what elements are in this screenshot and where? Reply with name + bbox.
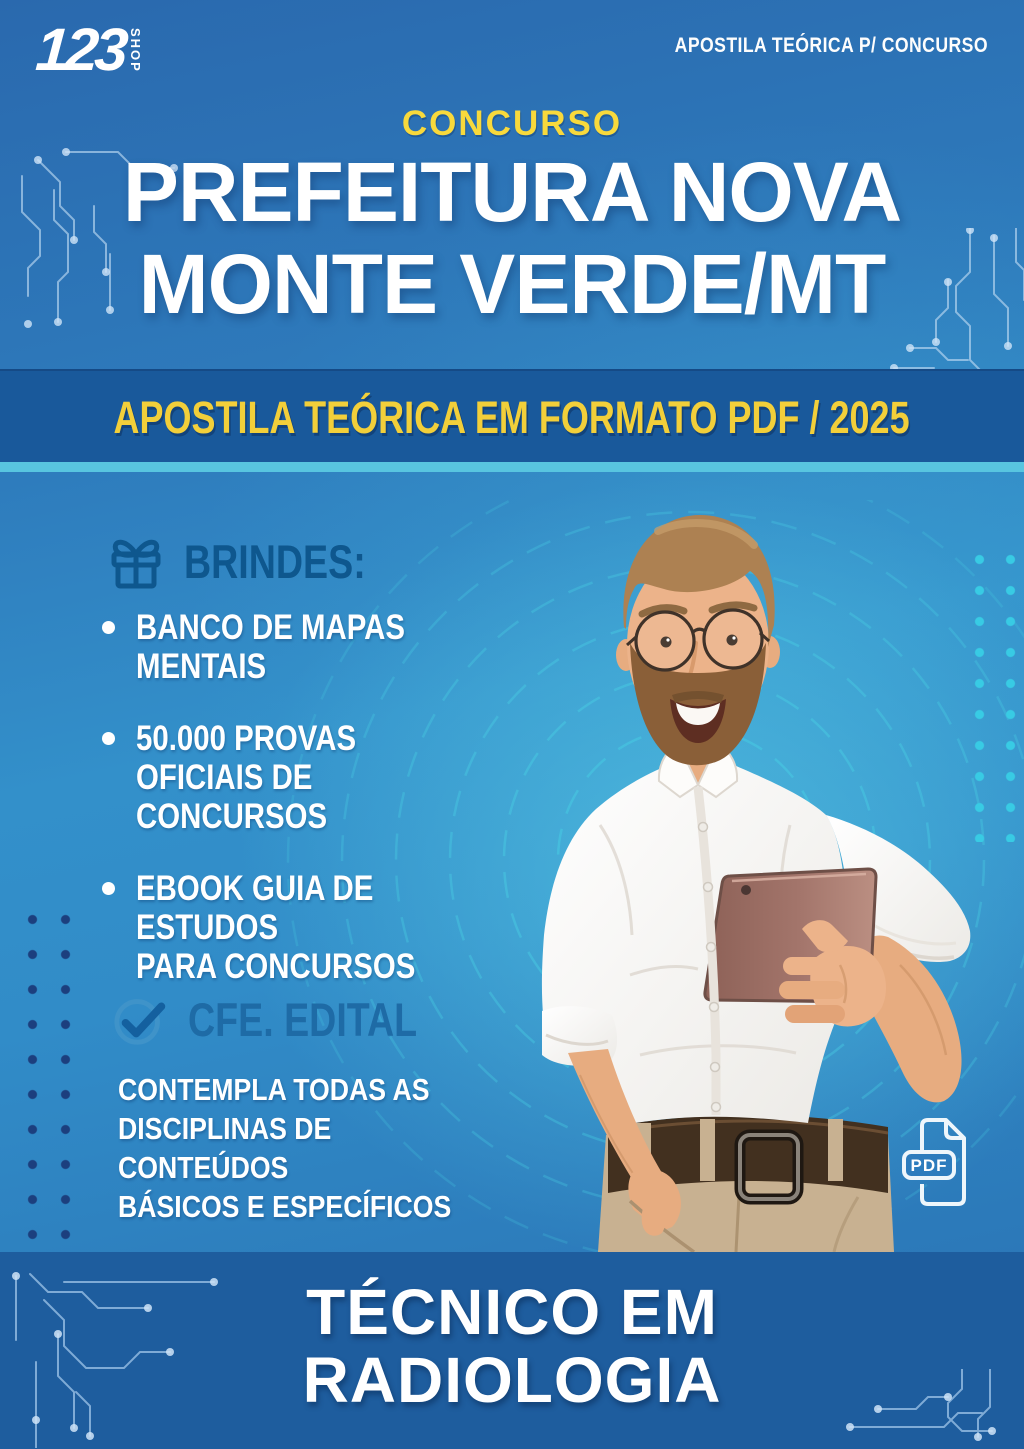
title-line-1: PREFEITURA NOVA xyxy=(122,145,902,239)
head xyxy=(616,515,780,765)
edital-heading: CFE. EDITAL xyxy=(188,992,418,1046)
edital-description: CONTEMPLA TODAS AS DISCIPLINAS DE CONTEÚDOS BÁSICOS E ESPECÍFICOS xyxy=(118,1072,452,1224)
brindes-list xyxy=(102,608,572,1019)
job-title-line-1: TÉCNICO EM xyxy=(306,1276,718,1348)
brindes-heading-row xyxy=(104,530,411,592)
gift-icon xyxy=(104,530,168,592)
edital-heading-row xyxy=(112,990,474,1048)
job-title-line-2: RADIOLOGIA xyxy=(302,1344,722,1416)
list-item: 50.000 PROVAS OFICIAIS DE CONCURSOS xyxy=(102,719,572,836)
cyan-strip xyxy=(0,462,1024,472)
top-tagline: APOSTILA TEÓRICA P/ CONCURSO xyxy=(674,34,988,57)
logo-number: 123 xyxy=(33,16,127,83)
check-circle-icon xyxy=(112,990,172,1048)
logo-shop-label: SHOP xyxy=(128,28,144,73)
bullet-dot xyxy=(102,732,115,745)
list-item: BANCO DE MAPAS MENTAIS xyxy=(102,608,572,686)
brindes-heading: BRINDES: xyxy=(184,534,366,588)
dot-grid-left xyxy=(10,896,74,1244)
job-title xyxy=(0,1278,1024,1414)
list-item: EBOOK GUIA DE ESTUDOS PARA CONCURSOS xyxy=(102,869,572,986)
format-band xyxy=(0,369,1024,464)
pdf-file-icon xyxy=(900,1116,978,1210)
kicker-concurso: CONCURSO xyxy=(401,104,623,143)
svg-text:PDF: PDF xyxy=(910,1156,948,1175)
bullet-dot xyxy=(102,621,115,634)
title-line-2: MONTE VERDE/MT xyxy=(138,237,886,331)
brand-logo xyxy=(33,16,144,83)
format-band-text: APOSTILA TEÓRICA EM FORMATO PDF / 2025 xyxy=(113,391,911,443)
bullet-dot xyxy=(102,882,115,895)
page-title xyxy=(0,146,1024,330)
